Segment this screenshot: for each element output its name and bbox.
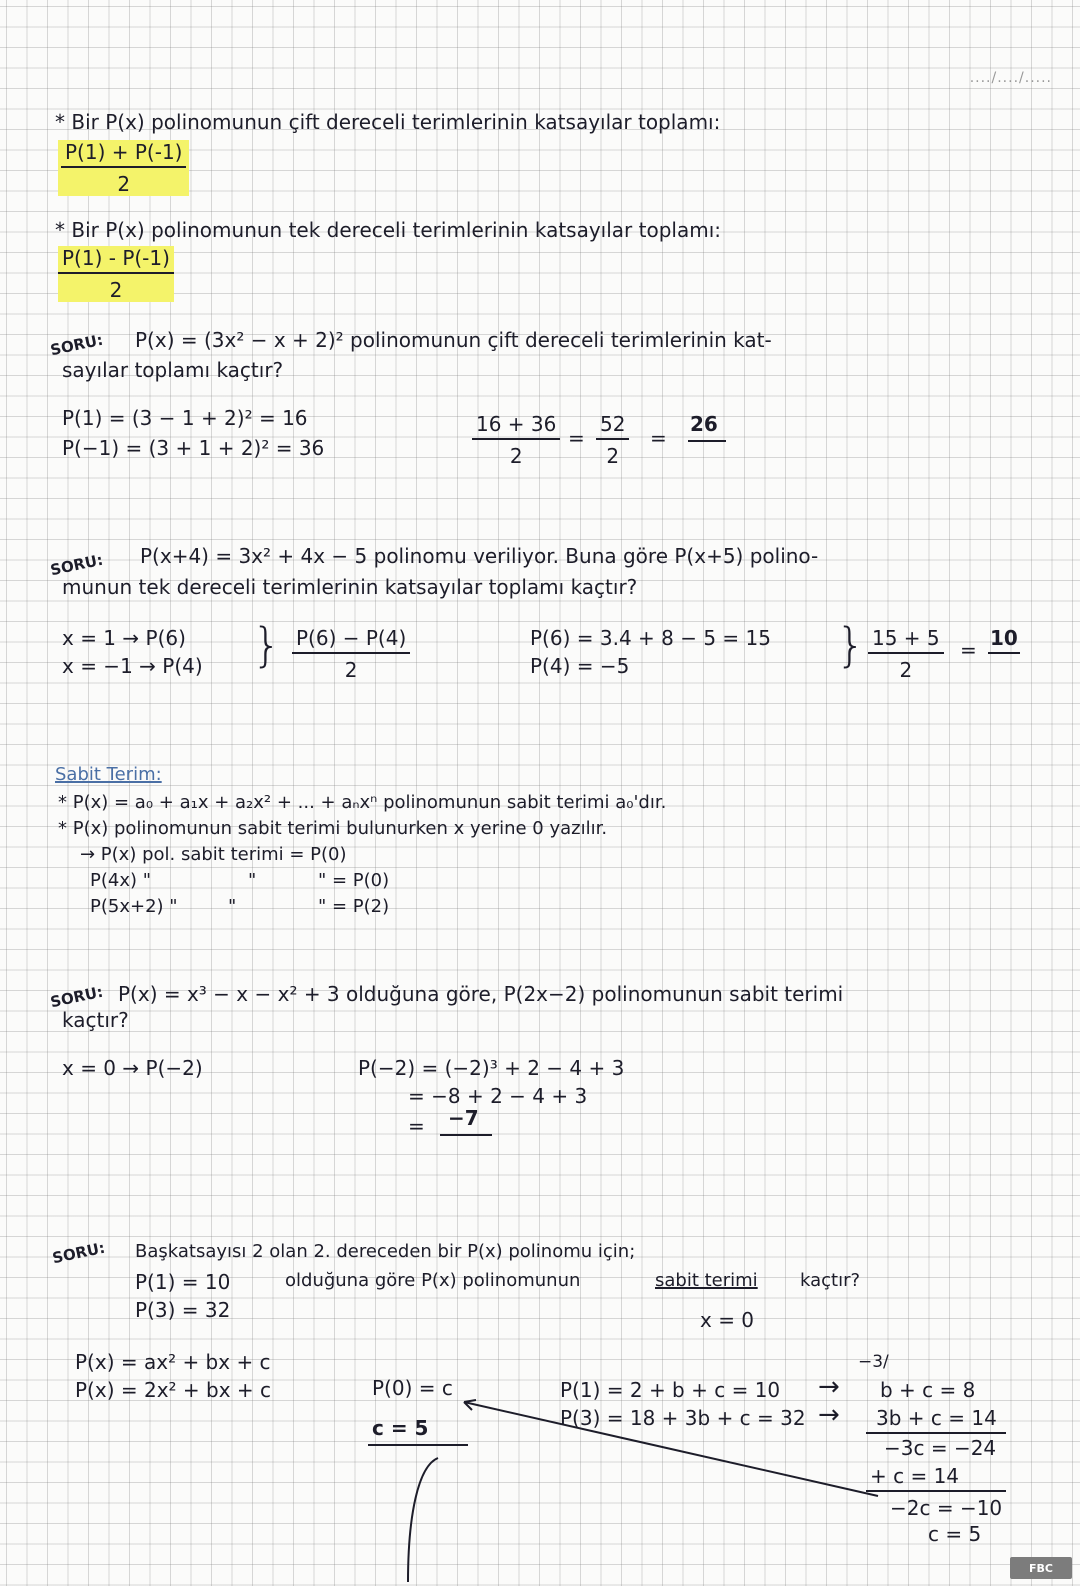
- q4-form1: P(x) = ax² + bx + c: [75, 1350, 271, 1374]
- q1-eq1: =: [568, 426, 585, 450]
- q2-map2: x = −1 → P(4): [62, 654, 203, 678]
- q4-line2-c: kaçtır?: [800, 1270, 861, 1291]
- q3-calc3-eq: =: [408, 1114, 425, 1138]
- q2-map1: x = 1 → P(6): [62, 626, 186, 650]
- soru-label-2: SORU:: [48, 550, 105, 580]
- q1-step2: P(−1) = (3 + 1 + 2)² = 36: [62, 436, 325, 460]
- q4-form2: P(x) = 2x² + bx + c: [75, 1378, 272, 1402]
- q3-line2: kaçtır?: [62, 1008, 129, 1032]
- q4-eq2: P(3) = 18 + 3b + c = 32: [560, 1406, 806, 1430]
- q4-p0: P(0) = c: [372, 1376, 453, 1400]
- q4-line2-a: olduğuna göre P(x) polinomunun: [285, 1270, 581, 1291]
- q2-answer-underline: [988, 652, 1020, 654]
- q4-r3: −3c = −24: [884, 1436, 997, 1460]
- q1-line2: sayılar toplamı kaçtır?: [62, 358, 284, 382]
- corner-logo: FBC: [1010, 1557, 1072, 1579]
- sabit-row2-b: ": [248, 870, 257, 891]
- sabit-row2-c: " = P(0): [318, 870, 390, 891]
- q2-calc1: P(6) = 3.4 + 8 − 5 = 15: [530, 626, 771, 650]
- q4-sum-line-1: [866, 1432, 1006, 1434]
- q4-arrow-2: →: [818, 1400, 840, 1430]
- rule-even-formula: [58, 140, 189, 196]
- q4-r2: 3b + c = 14: [876, 1406, 997, 1430]
- rule-even-denominator: 2: [117, 172, 131, 196]
- q4-sum-line-2: [866, 1490, 1006, 1492]
- soru-label-1: SORU:: [48, 330, 105, 360]
- q3-answer: −7: [448, 1106, 479, 1130]
- q3-line1: P(x) = x³ − x − x² + 3 olduğuna göre, P(2x−2) polinomunun sabit terimi: [118, 982, 844, 1006]
- q4-r6: c = 5: [928, 1522, 982, 1546]
- q1-fraction2-den: 2: [606, 444, 620, 468]
- sabit-line2: * P(x) polinomunun sabit terimi bulunurken x yerine 0 yazılır.: [58, 818, 608, 839]
- sabit-line1: * P(x) = a₀ + a₁x + a₂x² + ... + aₙxⁿ polinomunun sabit terimi a₀'dır.: [58, 792, 667, 813]
- q1-fraction2-num: 52: [596, 412, 629, 440]
- q1-fraction1-num: 16 + 36: [472, 412, 560, 440]
- rule-odd-numerator: P(1) - P(-1): [58, 246, 174, 274]
- q2-fraction-num: P(6) − P(4): [292, 626, 410, 654]
- q4-multiplier: −3/: [858, 1352, 889, 1372]
- rule-odd-text: * Bir P(x) polinomunun tek dereceli terimlerinin katsayılar toplamı:: [55, 218, 721, 242]
- q4-hint: x = 0: [700, 1308, 755, 1332]
- rule-odd-denominator: 2: [109, 278, 123, 302]
- q4-eq1: P(1) = 2 + b + c = 10: [560, 1378, 781, 1402]
- q3-calc2: = −8 + 2 − 4 + 3: [408, 1084, 588, 1108]
- q1-line1: P(x) = (3x² − x + 2)² polinomunun çift dereceli terimlerinin kat-: [135, 328, 772, 352]
- q1-eq2: =: [650, 426, 667, 450]
- q3-map: x = 0 → P(−2): [62, 1056, 203, 1080]
- q4-r4: + c = 14: [870, 1464, 960, 1488]
- sabit-row2-a: P(4x) ": [90, 870, 152, 891]
- q4-given1: P(1) = 10: [135, 1270, 231, 1294]
- q2-result-den: 2: [899, 658, 913, 682]
- sabit-row3-b: ": [228, 896, 237, 917]
- sabit-heading: Sabit Terim:: [55, 764, 162, 785]
- q2-result-fraction: [868, 626, 944, 682]
- q1-step1: P(1) = (3 − 1 + 2)² = 16: [62, 406, 308, 430]
- q2-eq: =: [960, 638, 977, 662]
- q4-line2-b: sabit terimi: [655, 1270, 758, 1291]
- rule-even-numerator: P(1) + P(-1): [61, 140, 186, 168]
- q2-line1: P(x+4) = 3x² + 4x − 5 polinomu veriliyor. Buna göre P(x+5) polino-: [140, 544, 819, 568]
- q1-answer: 26: [690, 412, 718, 436]
- soru-label-4: SORU:: [50, 1238, 107, 1268]
- q4-given2: P(3) = 32: [135, 1298, 231, 1322]
- q2-calc2: P(4) = −5: [530, 654, 630, 678]
- q2-fraction: [292, 626, 410, 682]
- q4-r5: −2c = −10: [890, 1496, 1003, 1520]
- q4-c-result: c = 5: [372, 1416, 429, 1440]
- rule-even-text: * Bir P(x) polinomunun çift dereceli terimlerinin katsayılar toplamı:: [55, 110, 721, 134]
- q4-line1: Başkatsayısı 2 olan 2. dereceden bir P(x) polinomu için;: [135, 1241, 636, 1262]
- q1-fraction1-den: 2: [509, 444, 523, 468]
- q2-answer: 10: [990, 626, 1018, 650]
- q1-fraction1: [472, 412, 560, 468]
- rule-odd-formula: [58, 246, 174, 302]
- q2-brace-2: }: [836, 618, 866, 672]
- q3-answer-underline: [440, 1134, 492, 1136]
- q1-answer-underline: [688, 440, 726, 442]
- q1-fraction2: [596, 412, 629, 468]
- q4-arrow-1: →: [818, 1372, 840, 1402]
- q4-r1: b + c = 8: [880, 1378, 976, 1402]
- q3-calc1: P(−2) = (−2)³ + 2 − 4 + 3: [358, 1056, 625, 1080]
- sabit-row3-a: P(5x+2) ": [90, 896, 178, 917]
- q2-line2: munun tek dereceli terimlerinin katsayılar toplamı kaçtır?: [62, 575, 638, 599]
- sabit-row3-c: " = P(2): [318, 896, 390, 917]
- q2-fraction-den: 2: [344, 658, 358, 682]
- q2-brace-1: }: [252, 618, 282, 672]
- date-field: ..../..../.....: [969, 70, 1052, 86]
- q2-result-num: 15 + 5: [868, 626, 944, 654]
- soru-label-3: SORU:: [48, 982, 105, 1012]
- sabit-row1: → P(x) pol. sabit terimi = P(0): [80, 844, 347, 865]
